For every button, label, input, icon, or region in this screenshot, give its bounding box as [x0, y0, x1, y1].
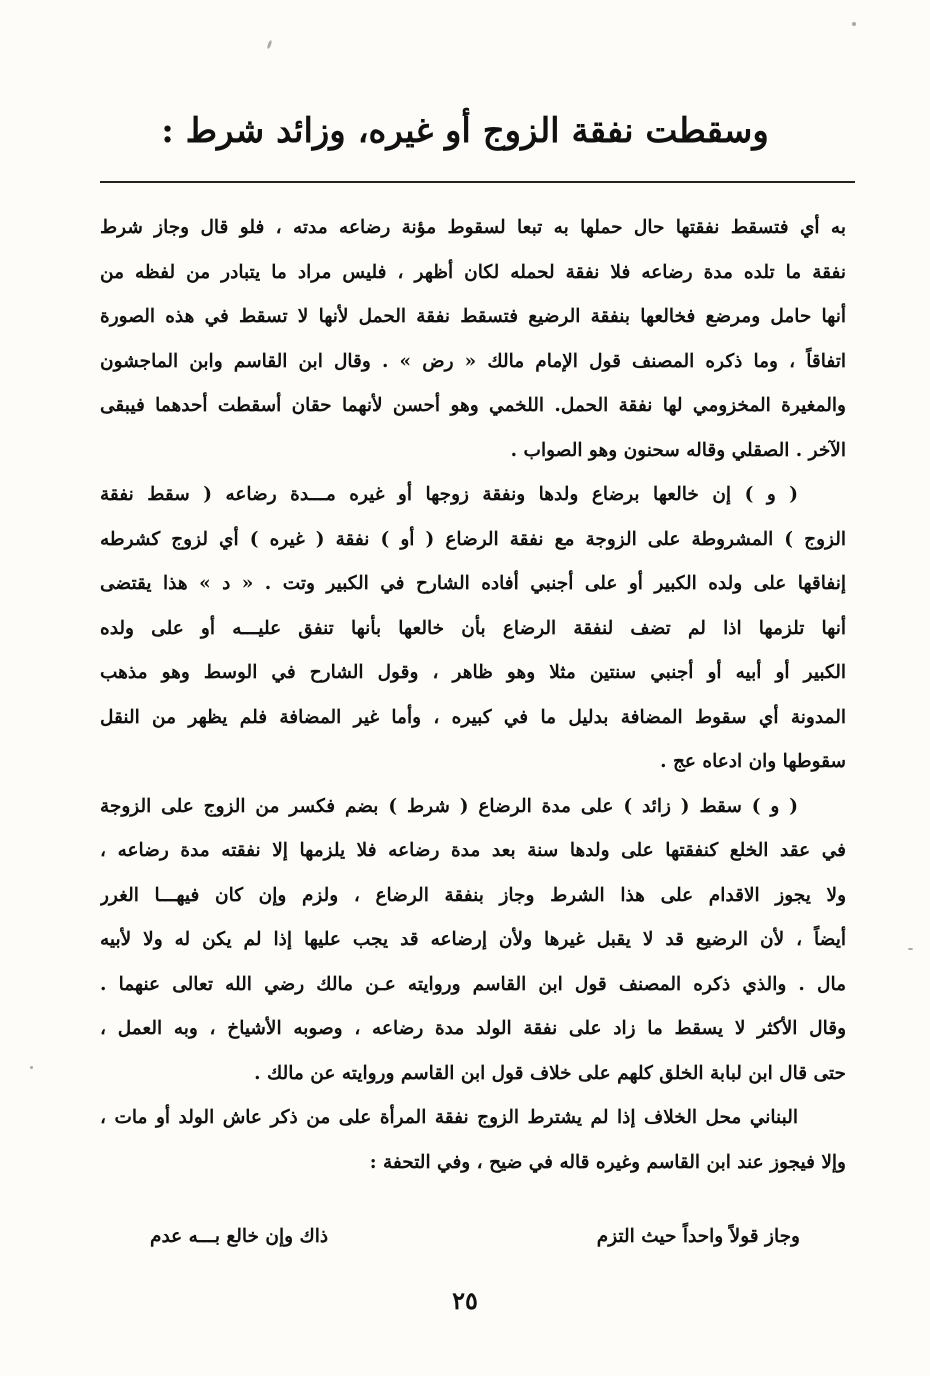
text-line: ولا يجوز الاقدام على هذا الشرط وجاز بنفقة الرضاع ، ولزم وإن كان فيهـــا الغرر [100, 884, 846, 906]
text-line: الكبير أو أبيه أو أجنبي سنتين مثلا وهو ظاهر ، وقول الشارح في الوسط وهو مذهب [100, 662, 846, 683]
verse-first-hemistich: وجاز قولاً واحداً حيث التزم [596, 1226, 800, 1247]
verse-second-hemistich: ذاك وإن خالع بـــه عدم [150, 1226, 329, 1247]
header-rule [100, 181, 855, 183]
text-line: في عقد الخلع كنفقتها على ولدها سنة بعد مدة رضاعه فلا يلزمها إلا نفقته مدة رضاعه ، [100, 840, 846, 861]
text-line: سقوطها وان ادعاه عج . [660, 751, 846, 772]
scan-speck [908, 948, 913, 950]
text-line: وقال الأكثر لا يسقط ما زاد على نفقة الولد مدة رضاعه ، وصوبه الأشياخ ، وبه العمل ، [100, 1018, 846, 1039]
scan-speck [852, 22, 856, 26]
body-text [100, 206, 846, 1185]
text-line: ( و ) سقط ( زائد ) على مدة الرضاع ( شرط ) بضم فكسر من الزوج على الزوجة [100, 795, 798, 817]
text-line: أيضاً ، لأن الرضيع قد لا يقبل غيرها ولأن إرضاعه قد يجب عليها إذا لم يكن له ولا لأبيه [100, 929, 846, 950]
scan-speck [30, 1066, 33, 1069]
text-line: وإلا فيجوز عند ابن القاسم وغيره قاله في ضيح ، وفي التحفة : [369, 1151, 846, 1173]
text-line: البناني محل الخلاف إذا لم يشترط الزوج نفقة المرأة على من ذكر عاش الولد أو مات ، [100, 1107, 798, 1128]
text-line: مال . والذي ذكره المصنف قول ابن القاسم وروايته عـن مالك رضي الله تعالى عنهما . [100, 973, 846, 995]
text-line: نفقة ما تلده مدة رضاعه فلا نفقة لحمله لكان أظهر ، فليس مراد ما يتبادر من لفظه من [100, 261, 846, 283]
text-line: المدونة أي سقوط المضافة بدليل ما في كبيره ، وأما غير المضافة فلم يظهر من النقل [100, 706, 846, 728]
text-line: أنها حامل ومرضع فخالعها بنفقة الرضيع فتسقط نفقة الحمل لأنها لا تسقط في هذه الصورة [100, 306, 846, 327]
text-line: والمغيرة المخزومي لها نفقة الحمل. اللخمي وهو أحسن لأنهما حقان أسقطت أحدهما فيبقى [100, 395, 846, 416]
text-line: ( و ) إن خالعها برضاع ولدها ونفقة زوجها أو غيره مـــدة رضاعه ( سقط نفقة [100, 484, 798, 505]
text-line: أنها تلزمها اذا لم تضف لنفقة الرضاع بأن خالعها بأنها تنفق عليـــه أو على ولده [100, 617, 846, 639]
text-line: الآخر . الصقلي وقاله سحنون وهو الصواب . [510, 439, 846, 461]
text-line: الزوج ) المشروطة على الزوجة مع نفقة الرضاع ( أو ) نفقة ( غيره ) أي لزوج كشرطه [100, 528, 846, 550]
page-header: وسقطت نفقة الزوج أو غيره، وزائد شرط : [161, 111, 769, 151]
poetry-verse [150, 1215, 800, 1259]
page-number: ٢٥ [452, 1286, 478, 1315]
text-line: إنفاقها على ولده الكبير أو على أجنبي أفاده الشارح في الكبير وتت . « د » هذا يقتضى [100, 573, 846, 594]
text-line: حتى قال ابن لبابة الخلق كلهم على خلاف قول ابن القاسم وروايته عن مالك . [254, 1062, 846, 1084]
text-line: به أي فتسقط نفقتها حال حملها به تبعا لسقوط مؤنة رضاعه مدته ، فلو قال وجاز شرط [100, 217, 846, 238]
scan-speck [267, 40, 273, 49]
text-line: اتفاقاً ، وما ذكره المصنف قول الإمام مالك « رض » . وقال ابن القاسم وابن الماجشون [100, 350, 846, 372]
